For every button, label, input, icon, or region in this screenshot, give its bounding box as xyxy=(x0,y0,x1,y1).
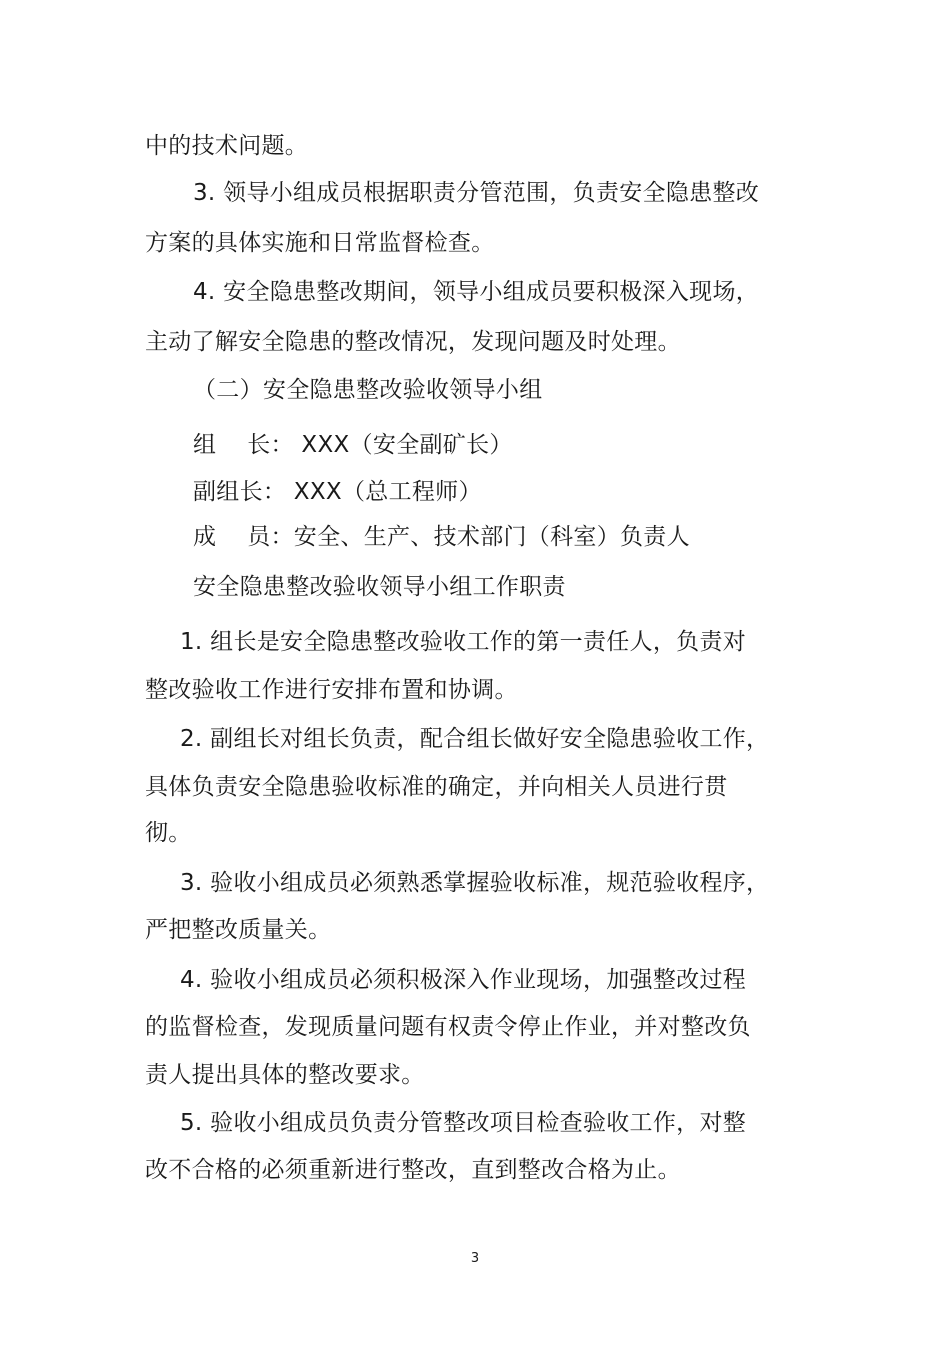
text-line: 整改验收工作进行安排布置和协调。 xyxy=(145,677,518,703)
text-line: 4. 验收小组成员必须积极深入作业现场，加强整改过程 xyxy=(180,967,747,993)
text-line: 彻。 xyxy=(145,820,192,846)
page-number: 3 xyxy=(470,1251,480,1266)
text-line: 责人提出具体的整改要求。 xyxy=(145,1062,425,1088)
text-line: 3. 领导小组成员根据职责分管范围，负责安全隐患整改 xyxy=(193,180,760,206)
text-line: 具体负责安全隐患验收标准的确定，并向相关人员进行贯 xyxy=(145,774,728,800)
text-line: 中的技术问题。 xyxy=(145,133,309,159)
text-line: 4. 安全隐患整改期间，领导小组成员要积极深入现场， xyxy=(193,279,760,305)
section-heading: （二）安全隐患整改验收领导小组 xyxy=(193,377,543,403)
text-line: 主动了解安全隐患的整改情况，发现问题及时处理。 xyxy=(145,329,681,355)
text-line: 方案的具体实施和日常监督检查。 xyxy=(145,230,495,256)
text-line: 1. 组长是安全隐患整改验收工作的第一责任人，负责对 xyxy=(180,629,747,655)
text-line: 5. 验收小组成员负责分管整改项目检查验收工作，对整 xyxy=(180,1110,747,1136)
text-line: 成 员：安全、生产、技术部门（科室）负责人 xyxy=(193,524,690,550)
subheading: 安全隐患整改验收领导小组工作职责 xyxy=(193,574,566,600)
text-line: 3. 验收小组成员必须熟悉掌握验收标准，规范验收程序， xyxy=(180,870,770,896)
text-line: 严把整改质量关。 xyxy=(145,917,332,943)
text-line: 副组长： XXX（总工程师） xyxy=(193,479,482,505)
text-line: 2. 副组长对组长负责，配合组长做好安全隐患验收工作， xyxy=(180,726,770,752)
text-line: 组 长： XXX（安全副矿长） xyxy=(193,432,513,458)
text-line: 的监督检查，发现质量问题有权责令停止作业，并对整改负 xyxy=(145,1014,751,1040)
text-line: 改不合格的必须重新进行整改，直到整改合格为止。 xyxy=(145,1157,681,1183)
